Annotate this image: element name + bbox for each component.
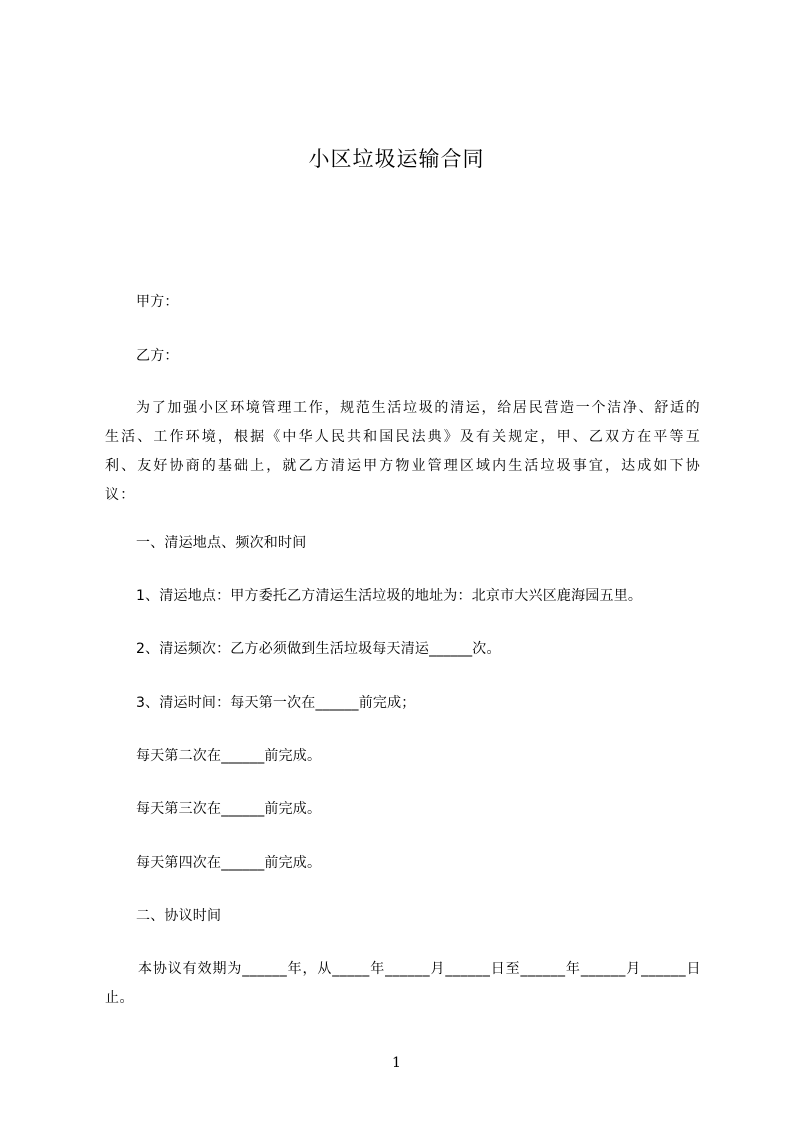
clause-time-second: 每天第二次在______前完成。	[136, 748, 322, 764]
clause-frequency: 2、清运频次：乙方必须做到生活垃圾每天清运______次。	[136, 641, 501, 657]
intro-paragraph: 为了加强小区环境管理工作，规范生活垃圾的清运，给居民营造一个洁净、舒适的生活、工作环境，根据《中华人民共和国民法典》及有关规定，甲、乙双方在平等互利、友好协商的基础上，就乙方清运甲方物业管理区域内生活垃圾事宜，达成如下协议：	[105, 400, 701, 503]
clause-time-fourth: 每天第四次在______前完成。	[136, 855, 322, 871]
clause-time-first: 3、清运时间：每天第一次在______前完成；	[136, 695, 416, 711]
page-number: 1	[392, 1055, 401, 1071]
section-1-heading: 一、清运地点、频次和时间	[136, 535, 307, 551]
clause-location: 1、清运地点：甲方委托乙方清运生活垃圾的地址为：北京市大兴区鹿海园五里。	[136, 588, 643, 604]
section-2-heading: 二、协议时间	[136, 908, 222, 924]
party-a-label: 甲方：	[136, 294, 179, 310]
term-paragraph: 本协议有效期为______年，从_____年______月______日至______年______月______日止。	[105, 961, 701, 1006]
clause-time-third: 每天第三次在______前完成。	[136, 801, 322, 817]
party-b-label: 乙方：	[136, 348, 179, 364]
document-title: 小区垃圾运输合同	[308, 147, 485, 171]
